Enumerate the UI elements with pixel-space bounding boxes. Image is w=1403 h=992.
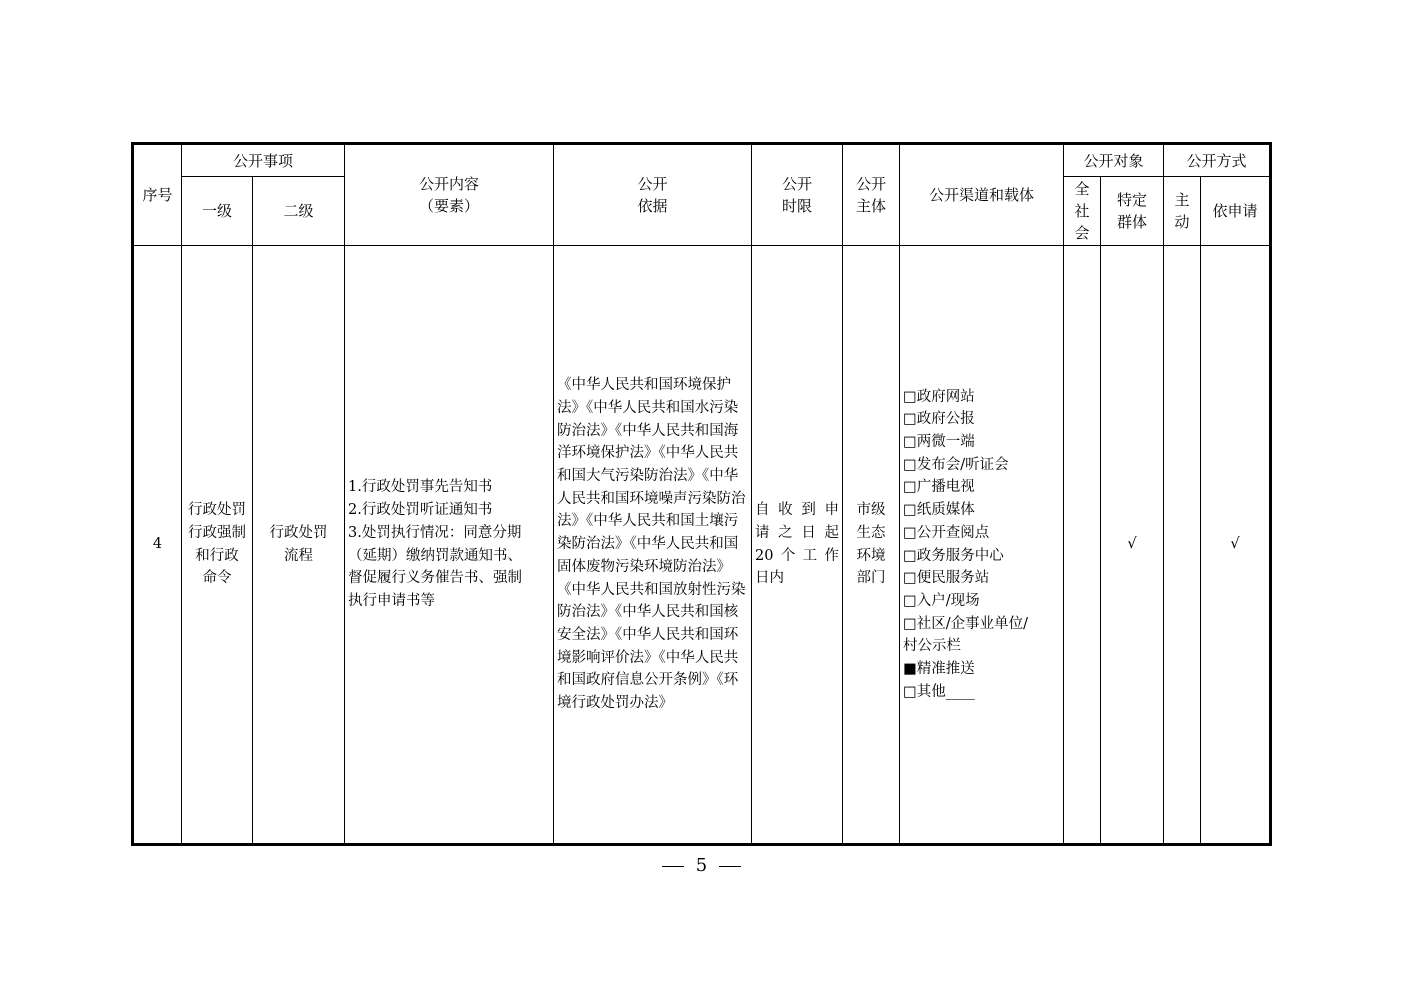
row-method-request: [1201, 246, 1271, 845]
channel-item: □政府网站: [903, 388, 975, 405]
channel-item: □入户/现场: [903, 592, 980, 609]
header-row-1: [133, 144, 1271, 177]
header-subject: 公开 主体: [843, 144, 900, 246]
channel-item: □公开查阅点: [903, 524, 990, 541]
row-audience-specific: [1101, 246, 1164, 845]
table-row: [133, 246, 1271, 845]
page-footer: [0, 852, 1403, 880]
header-audience-specific: 特定 群体: [1101, 177, 1164, 246]
channel-item: □广播电视: [903, 479, 975, 496]
header-method-active: 主 动: [1164, 177, 1201, 246]
channel-item: □便民服务站: [903, 570, 990, 587]
row-subject: 市级 生态 环境 部门: [843, 246, 900, 845]
channel-item: □发布会/听证会: [903, 456, 1009, 473]
row-level2: 行政处罚 流程: [253, 246, 345, 845]
channel-item: ■精准推送: [903, 661, 975, 678]
header-content: 公开内容 （要素）: [345, 144, 554, 246]
header-level2: 二级: [253, 177, 345, 246]
header-channels: 公开渠道和载体: [900, 144, 1064, 246]
dash-left: [662, 866, 684, 867]
check-mark: √: [1230, 536, 1240, 553]
header-level1: 一级: [182, 177, 253, 246]
header-matter: 公开事项: [182, 144, 345, 177]
header-audience-all: 全 社 会: [1064, 177, 1101, 246]
header-basis: 公开 依据: [554, 144, 752, 246]
row-time-limit: 自收到申 请之日起 20个工作 日内: [752, 246, 843, 845]
row-method-active: [1164, 246, 1201, 845]
row-content: 1.行政处罚事先告知书 2.行政处罚听证通知书 3.处罚执行情况：同意分期 （延期）缴纳罚款通知书、 督促履行义务催告书、强制 执行申请书等: [345, 246, 554, 845]
disclosure-table: [131, 142, 1272, 846]
row-level1: 行政处罚 行政强制 和行政 命令: [182, 246, 253, 845]
check-mark: √: [1127, 536, 1137, 553]
header-audience: 公开对象: [1064, 144, 1164, 177]
channel-item: □纸质媒体: [903, 502, 975, 519]
page-number: 5: [695, 855, 708, 876]
row-audience-all: [1064, 246, 1101, 845]
header-time-limit: 公开 时限: [752, 144, 843, 246]
channel-item: □政府公报: [903, 411, 975, 428]
row-basis: 《中华人民共和国环境保护法》《中华人民共和国水污染防治法》《中华人民共和国海洋环境保护法》《中华人民共和国大气污染防治法》《中华人民共和国环境噪声污染防治法》《中华人民共和国土壤污染防治法》《中华人民共和国固体废物污染环境防治法》《中华人民共和国放射性污染防治法》《中华人民共和国核安全法》《中华人民共和国环境影响评价法》《中华人民共和国政府信息公开条例》《环境行政处罚办法》: [554, 246, 752, 845]
channel-item: □其他____: [903, 683, 975, 700]
header-method: 公开方式: [1164, 144, 1271, 177]
header-seq: 序号: [133, 144, 182, 246]
dash-right: [719, 866, 741, 867]
row-channels: [900, 246, 1064, 845]
header-method-request: 依申请: [1201, 177, 1271, 246]
channel-item: □政务服务中心: [903, 547, 1004, 564]
channel-item: □两微一端: [903, 433, 975, 450]
channel-item: 村公示栏: [903, 638, 962, 655]
row-seq: 4: [133, 246, 182, 845]
channel-item: □社区/企事业单位/: [903, 615, 1028, 632]
